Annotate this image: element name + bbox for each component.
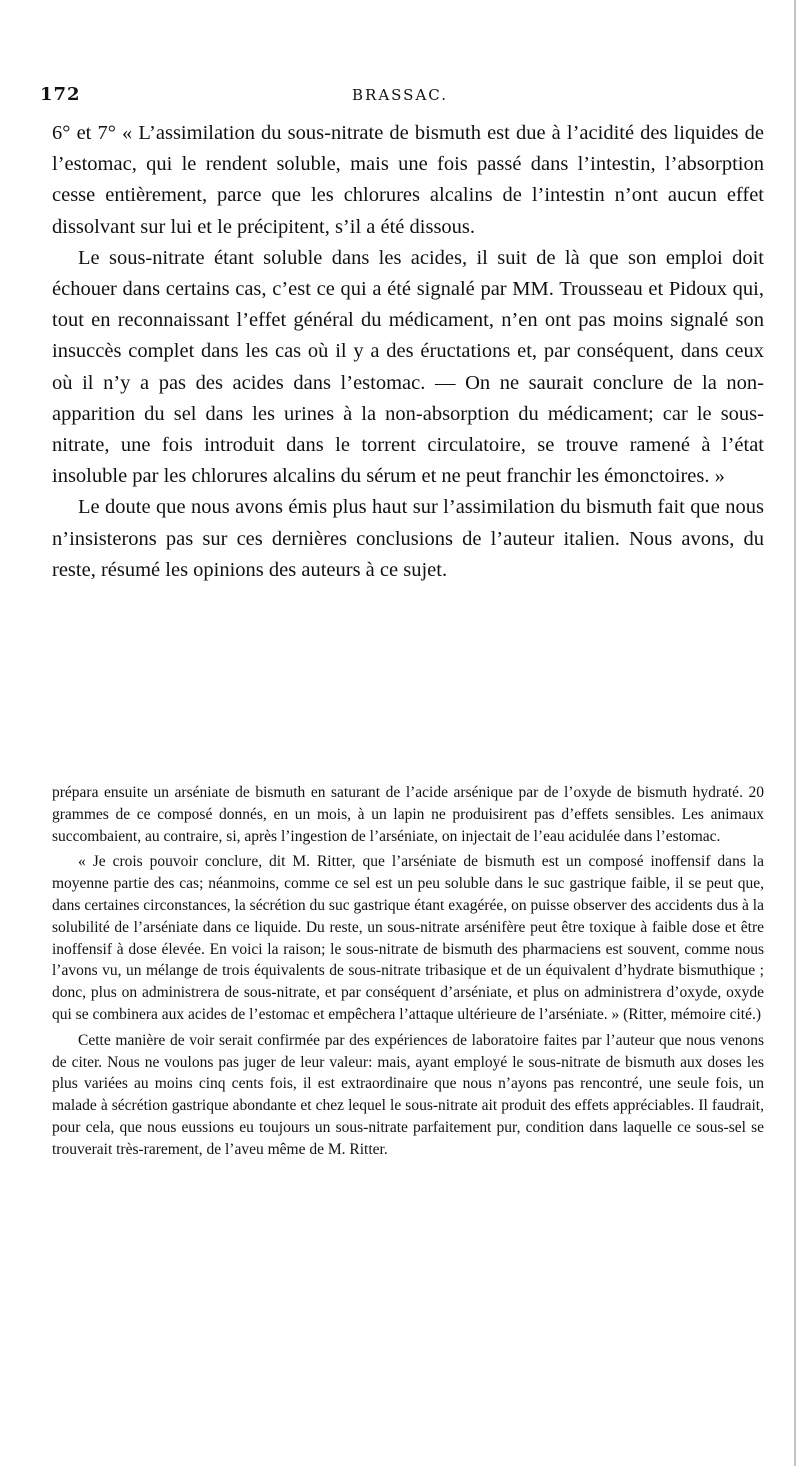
page-number: 172 (40, 84, 81, 105)
main-text (52, 118, 764, 586)
paragraph: 6° et 7° « L’assimilation du sous-nitrate de bismuth est due à l’acidité des liquides de l’estomac, qui le rendent soluble, mais une fois passé dans l’intestin, l’absorption cesse entièrement, parce que les chlorures alcalins de l’intestin n’ont aucun effet dissolvant sur lui et le précipitent, s’il a été dissous. (52, 122, 764, 238)
running-head: BRASSAC. (352, 86, 448, 104)
paragraph: Le doute que nous avons émis plus haut sur l’assimilation du bismuth fait que nous n’insisterons pas sur ces dernières conclusions de l’auteur italien. Nous avons, du reste, résumé les opinions des auteurs à ce sujet. (52, 496, 764, 581)
footnote-paragraph: Cette manière de voir serait confirmée par des expériences de laboratoire faites par l’auteur que nous venons de citer. Nous ne voulons pas juger de leur valeur: mais, ayant employé le sous-nitrate de bismuth aux doses les plus variées au moins cinq cents fois, il est extraordinaire que nous n’ayons pas rencontré, une seule fois, un malade à sécrétion gastrique abondante et chez lequel le sous-nitrate ait produit des effets appréciables. Il faudrait, pour cela, que nous eussions eu toujours un sous-nitrate parfaitement pur, condition dans laquelle ce sous-sel se trouverait très-rarement, de l’aveu même de M. Ritter. (52, 1031, 764, 1158)
paragraph: Le sous-nitrate étant soluble dans les acides, il suit de là que son emploi doit échouer dans certains cas, c’est ce qui a été signalé par MM. Trousseau et Pidoux qui, tout en reconnaissant l’effet général du médicament, n’en ont pas moins signalé son insuccès complet dans les cas où il y a des éructations et, par conséquent, dans ceux où il n’y a pas des acides dans l’estomac. — On ne saurait conclure de la non-apparition du sel dans les urines à la non-absorption du médicament; car le sous-nitrate, une fois introduit dans le torrent circulatoire, se trouve ramené à l’état insoluble par les chlorures alcalins du sérum et ne peut franchir les émonctoires. » (52, 246, 764, 488)
page-header (40, 84, 760, 110)
footnote (52, 782, 764, 1161)
page-edge-shadow (794, 0, 796, 1466)
footnote-paragraph: prépara ensuite un arséniate de bismuth en saturant de l’acide arsénique par de l’oxyde de bismuth hydraté. 20 grammes de ce composé donnés, en un mois, à un lapin ne produisirent pas d’effets sensibles. Les animaux succombaient, au contraire, si, après l’ingestion de l’arséniate, on injectait de l’eau acidulée dans l’estomac. (52, 784, 764, 845)
footnote-paragraph: « Je crois pouvoir conclure, dit M. Ritter, que l’arséniate de bismuth est un composé inoffensif dans la moyenne partie des cas; néanmoins, comme ce sel est un peu soluble dans le suc gastrique faible, il se peut que, dans certaines circonstances, la sécrétion du suc gastrique étant exagérée, on puisse observer des accidents dus à la solubilité de l’arséniate dans ce liquide. Du reste, un sous-nitrate arsénifère peut être toxique à faible dose et être inoffensif à dose élevée. En voici la raison; le sous-nitrate de bismuth des pharmaciens est souvent, comme nous l’avons vu, un mélange de trois équivalents de sous-nitrate tribasique et de un équivalent d’hydrate bismuthique ; donc, plus on administrera de sous-nitrate, et par conséquent d’arséniate, et plus on administrera d’oxyde, oxyde qui se combinera aux acides de l’estomac et empêchera l’attaque ultérieure de l’arséniate. » (Ritter, mémoire cité.) (52, 853, 764, 1023)
